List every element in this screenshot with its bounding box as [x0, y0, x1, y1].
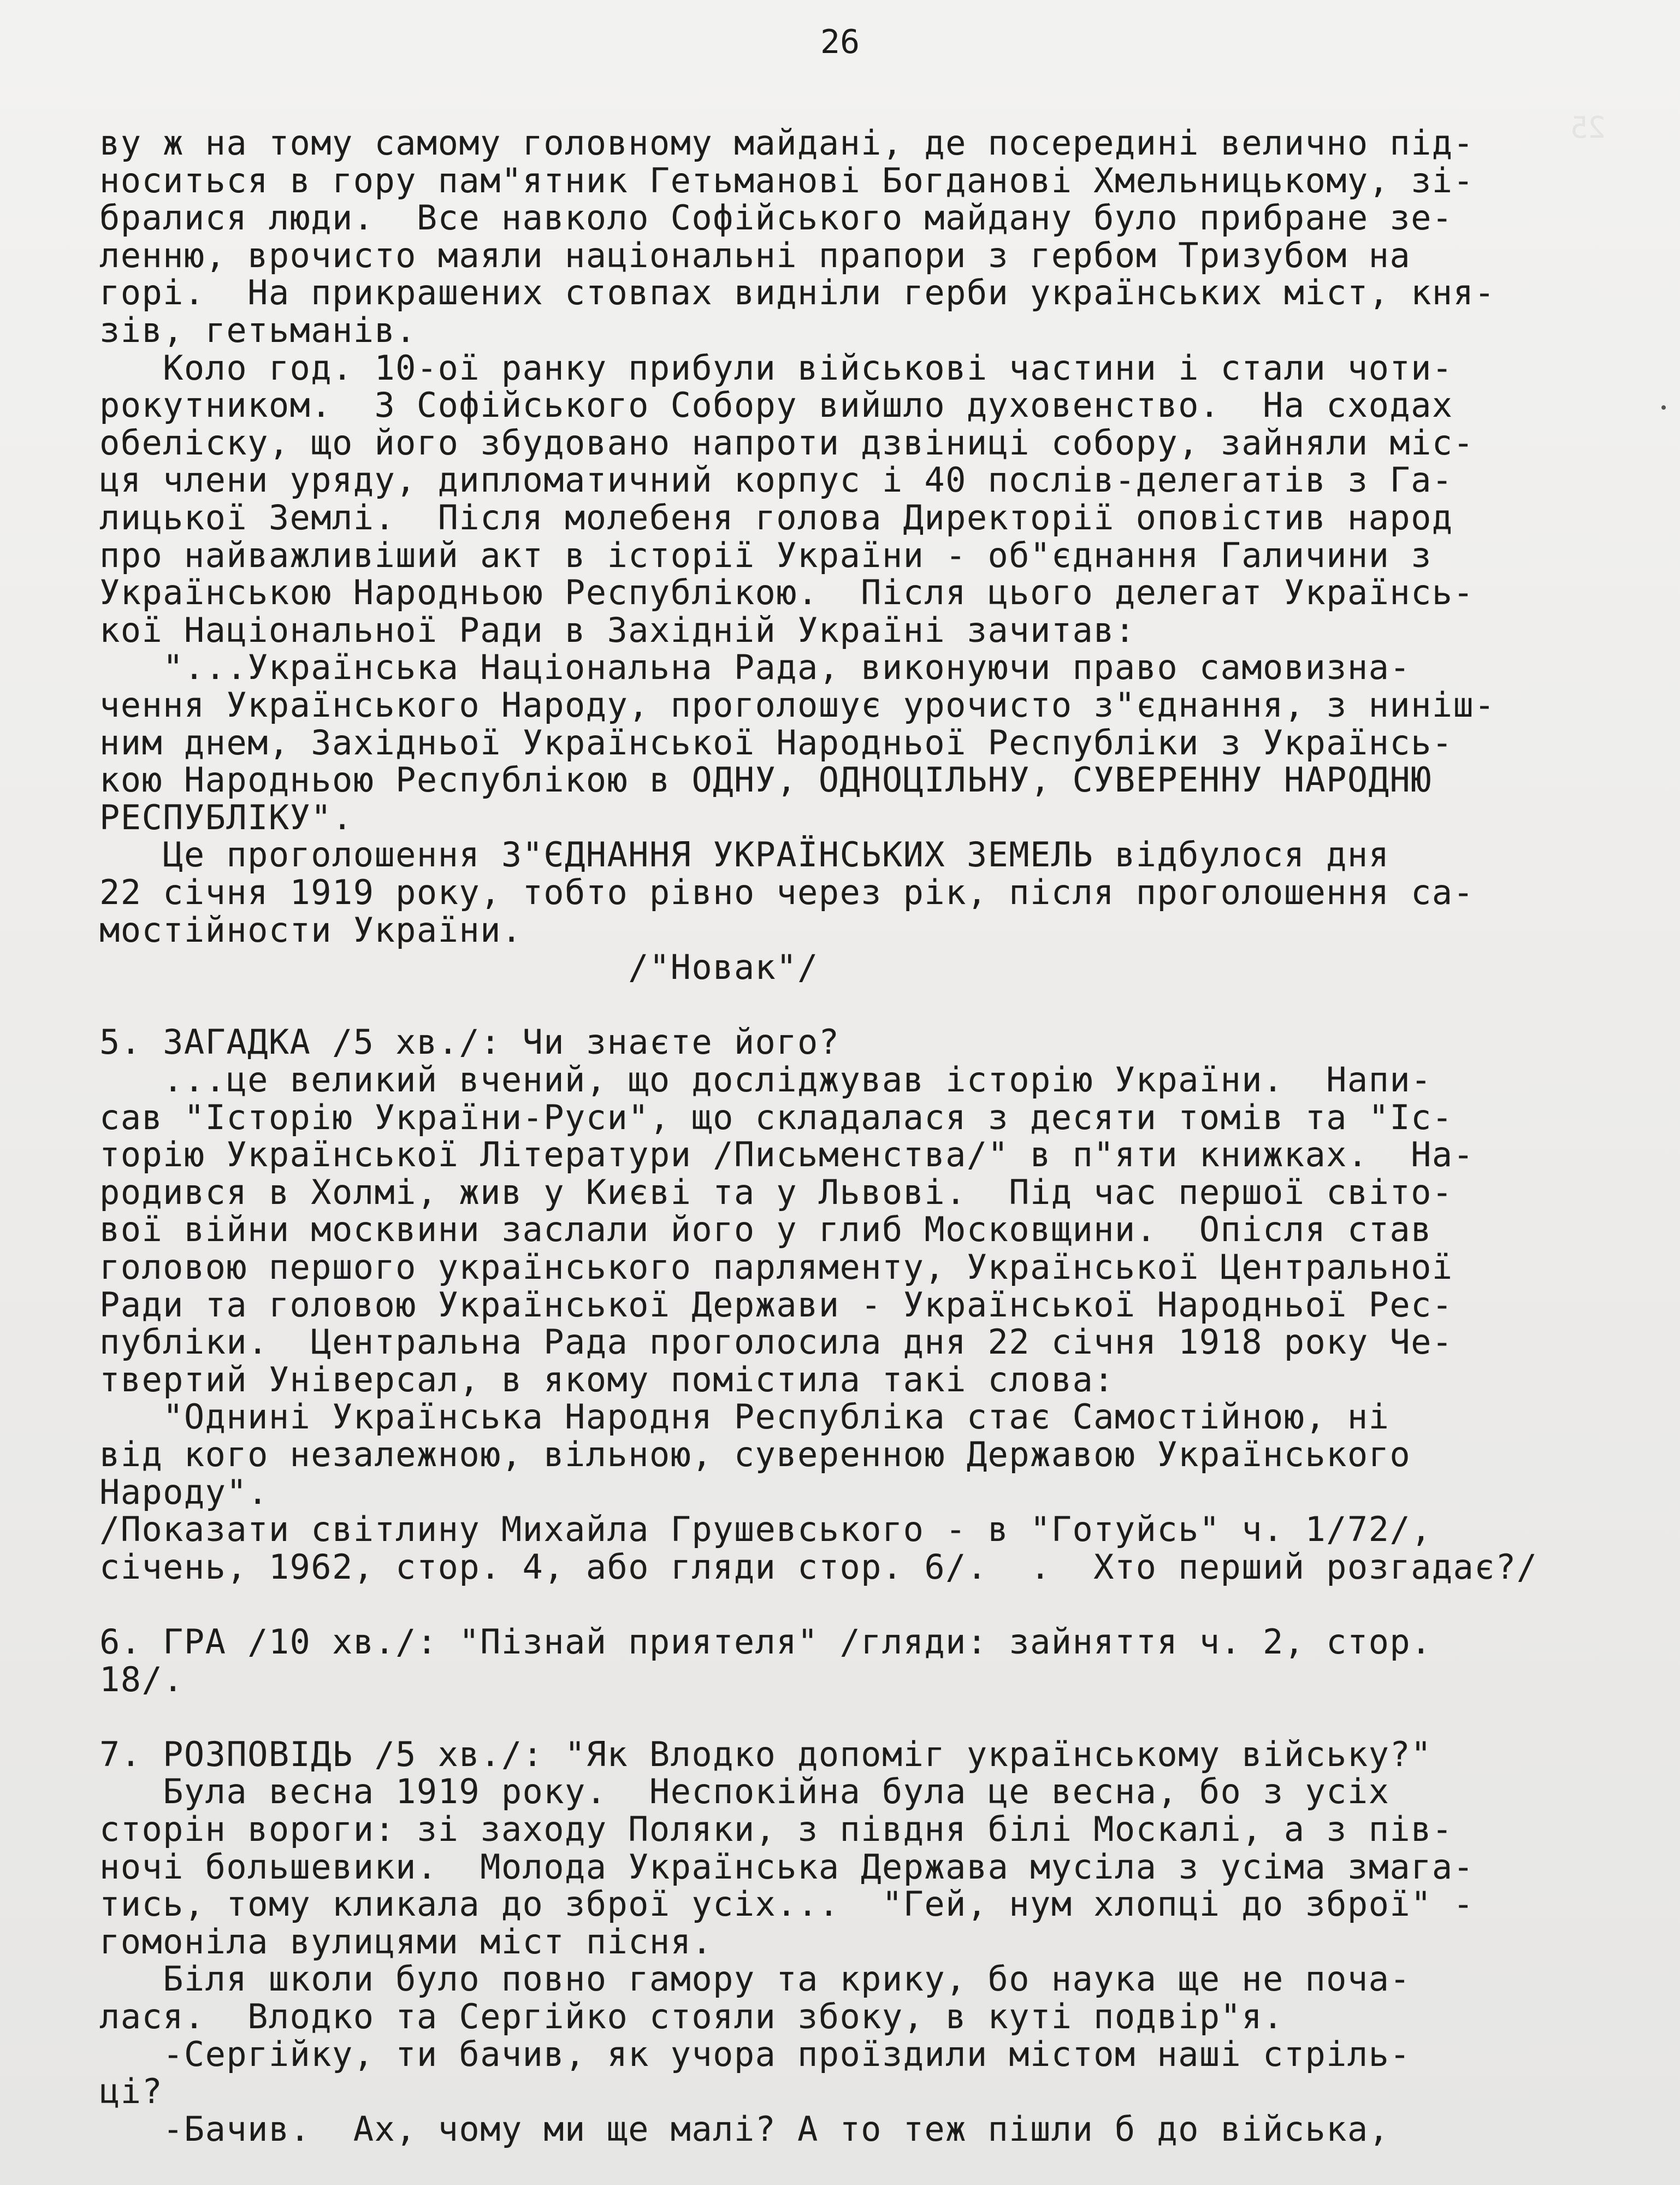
text-line: 18/.: [99, 1659, 184, 1699]
text-line: родився в Холмі, жив у Києві та у Львові. Під час першої світо-: [99, 1172, 1453, 1212]
margin-mark: [1661, 405, 1666, 410]
text-line: Біля школи було повно гамору та крику, бо наука ще не поча-: [99, 1959, 1411, 1999]
text-line: -Сергійку, ти бачив, як учора проїздили містом наші стріль-: [99, 2034, 1411, 2074]
text-line: 5. ЗАГАДКА /5 хв./: Чи знаєте його?: [99, 1022, 840, 1062]
text-line: Українською Народньою Республікою. Після цього делегат Українсь-: [99, 572, 1475, 613]
text-line: про найважливіший акт в історії України - об"єднання Галичини з: [99, 535, 1432, 575]
text-line: 7. РОЗПОВІДЬ /5 хв./: "Як Влодко допоміг українському війську?": [99, 1734, 1432, 1774]
text-line: Це проголошення З"ЄДНАННЯ УКРАЇНСЬКИХ ЗЕМЕЛЬ відбулося дня: [99, 835, 1390, 875]
text-line: лася. Влодко та Сергійко стояли збоку, в куті подвір"я.: [99, 1997, 1284, 2036]
text-line: кою Народньою Республікою в ОДНУ, ОДНОЦІЛЬНУ, СУВЕРЕННУ НАРОДНЮ: [99, 760, 1432, 800]
page-number: 26: [820, 23, 860, 61]
text-line: ночі большевики. Молода Українська Держава мусіла з усіма змага-: [99, 1846, 1475, 1887]
text-line: обеліску, що його збудовано напроти дзвіниці собору, зайняли міс-: [99, 422, 1475, 463]
text-line: лицької Землі. Після молебеня голова Директорії оповістив народ: [99, 498, 1453, 538]
text-line: горі. На прикрашених стовпах видніли герби українських міст, кня-: [99, 273, 1495, 313]
text-line: Народу".: [99, 1472, 269, 1512]
text-line: Була весна 1919 року. Неспокійна була це весна, бо з усіх: [99, 1771, 1390, 1812]
text-line: ...це великий вчений, що досліджував історію України. Напи-: [99, 1060, 1432, 1100]
text-line: ленню, врочисто маяли національні прапори з гербом Тризубом на: [99, 235, 1411, 275]
text-line: /Показати світлину Михайла Грушевського - в "Готуйсь" ч. 1/72/,: [99, 1509, 1432, 1550]
text-line: рокутником. З Софійського Собору вийшло духовенство. На сходах: [99, 385, 1453, 426]
text-line: публіки. Центральна Рада проголосила дня 22 січня 1918 року Че-: [99, 1322, 1453, 1362]
text-line: РЕСПУБЛІКУ".: [99, 797, 353, 837]
text-line: "...Українська Національна Рада, виконуючи право самовизна-: [99, 647, 1411, 688]
text-line: чення Українського Народу, проголошує урочисто з"єднання, з нинiш-: [99, 685, 1495, 725]
text-line: січень, 1962, стор. 4, або гляди стор. 6/. . Хто перший розгадає?/: [99, 1546, 1538, 1587]
text-line: Коло год. 10-ої ранку прибули військові частини і стали чоти-: [99, 347, 1453, 388]
text-line: від кого незалежною, вільною, суверенною Державою Українського: [99, 1434, 1411, 1474]
text-line: ним днем, Західньої Української Народньої Республіки з Українсь-: [99, 722, 1453, 763]
text-line: твертий Універсал, в якому помістила такі слова:: [99, 1359, 1115, 1399]
text-line: 6. ГРА /10 хв./: "Пізнай приятеля" /гляди: зайняття ч. 2, стор.: [99, 1622, 1432, 1662]
text-line: /"Новак"/: [99, 947, 819, 988]
text-line: сав "Історію України-Руси", що складалася з десяти томів та "Іс-: [99, 1097, 1453, 1137]
text-line: -Бачив. Ах, чому ми ще малі? А то теж пішли б до війська,: [99, 2109, 1390, 2149]
text-line: бралися люди. Все навколо Софійського майдану було прибране зе-: [99, 198, 1453, 238]
text-line: головою першого українського парляменту, Української Центральної: [99, 1247, 1453, 1287]
text-line: ці?: [99, 2071, 163, 2112]
text-line: "Однині Українська Народня Республіка стає Самостійною, ні: [99, 1397, 1390, 1437]
text-line: мостійности України.: [99, 910, 523, 950]
text-line: гомоніла вулицями міст пісня.: [99, 1921, 713, 1962]
text-line: 22 січня 1919 року, тобто рівно через рік, після проголошення са-: [99, 872, 1475, 912]
text-line: ву ж на тому самому головному майдані, де посередині велично під-: [99, 123, 1475, 163]
text-line: торію Української Літератури /Письменства/" в п"яти книжках. На-: [99, 1135, 1475, 1175]
text-line: зів, гетьманів.: [99, 310, 417, 350]
text-line: кої Національної Ради в Західній Україні зачитав:: [99, 610, 1136, 650]
text-line: Ради та головою Української Держави - Української Народньої Рес-: [99, 1284, 1453, 1325]
text-line: ця члени уряду, дипломатичний корпус і 40 послів-делегатів з Га-: [99, 460, 1453, 500]
text-line: вої війни москвини заслали його у глиб Московщини. Опісля став: [99, 1209, 1432, 1250]
text-line: носиться в гору пам"ятник Гетьманові Богданові Хмельницькому, зі-: [99, 160, 1475, 200]
text-line: сторін вороги: зі заходу Поляки, з півдня білі Москалі, а з пів-: [99, 1809, 1453, 1849]
text-line: тись, тому кликала до зброї усіх... "Гей, нум хлопці до зброї" -: [99, 1884, 1475, 1924]
bleed-through-text: 25: [1570, 110, 1606, 145]
